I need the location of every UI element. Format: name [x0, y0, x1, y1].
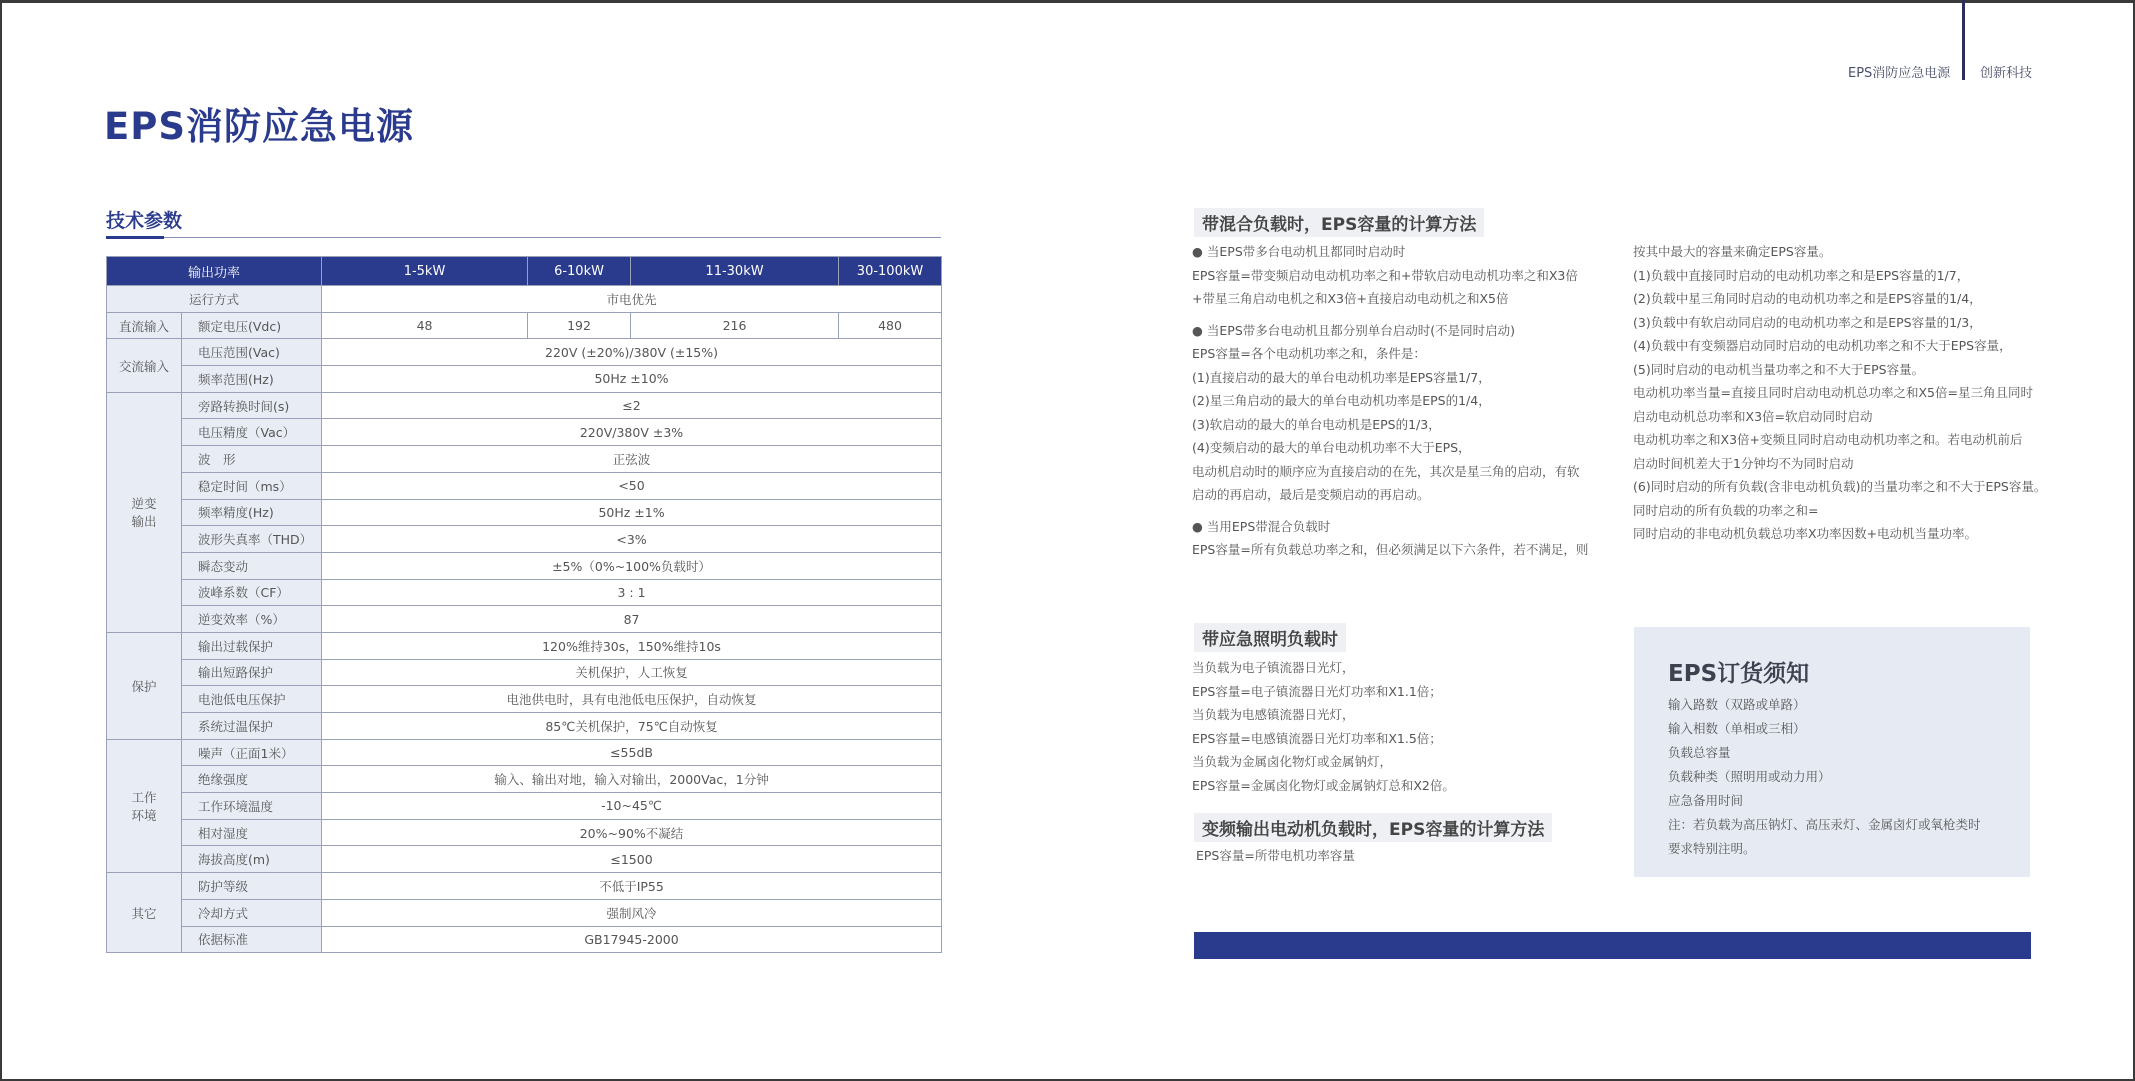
group-label-line: 工作 [131, 789, 157, 805]
group-label-line: 逆变 [131, 496, 157, 512]
table-row [107, 472, 942, 499]
row-value: 20%~90%不凝结 [322, 819, 942, 846]
table-row [107, 926, 942, 953]
list-item: 负载总容量 [1668, 745, 1731, 760]
table-row [107, 793, 942, 820]
row-value: 电池供电时，具有电池低电压保护，自动恢复 [322, 686, 942, 713]
text-line: EPS容量=电感镇流器日光灯功率和X1.5倍； [1192, 730, 1442, 746]
table-row [107, 419, 942, 446]
text-line: 启动的再启动，最后是变频启动的再启动。 [1192, 487, 1430, 502]
row-label: 电池低电压保护 [182, 686, 322, 713]
text-line: (6)同时启动的所有负载(含非电动机负载)的当量功率之和不大于EPS容量。 [1633, 479, 2047, 494]
table-row [107, 819, 942, 846]
lighting-load-text [1192, 656, 1455, 797]
text-line: EPS容量=带变频启动电动机功率之和+带软启动电动机功率之和X3倍 [1192, 267, 1578, 283]
row-value: -10~45℃ [322, 793, 942, 820]
row-value: 480 [839, 312, 942, 339]
text-line: EPS容量=各个电动机功率之和，条件是： [1192, 346, 1426, 361]
row-label: 波峰系数（CF） [182, 579, 322, 606]
row-value: 192 [528, 312, 631, 339]
spec-table [106, 256, 942, 953]
text-line: 启动时间机差大于1分钟均不为同时启动 [1633, 455, 1854, 471]
list-item: 负载种类（照明用或动力用） [1668, 769, 1831, 784]
order-notice-list [1668, 693, 1981, 861]
group-label-line: 输出 [131, 514, 157, 530]
table-row [107, 366, 942, 393]
row-value: 关机保护，人工恢复 [322, 659, 942, 686]
row-label: 电压精度（Vac） [182, 419, 322, 446]
text-line: 启动电动机总功率和X3倍=软启动同时启动 [1633, 408, 1873, 424]
row-value: 87 [322, 606, 942, 633]
list-item: 输入相数（单相或三相） [1668, 721, 1806, 736]
table-row [107, 579, 942, 606]
decorative-bottom-bar [1194, 932, 2031, 959]
text-line: EPS容量=电子镇流器日光灯功率和X1.1倍； [1192, 683, 1442, 699]
group-label: 直流输入 [107, 312, 182, 339]
row-label: 波 形 [182, 446, 322, 473]
text-line: +带星三角启动电机之和X3倍+直接启动电动机之和X5倍 [1192, 291, 1509, 306]
table-row [107, 632, 942, 659]
vfd-load-title: 变频输出电动机负载时，EPS容量的计算方法 [1194, 813, 1552, 842]
table-row [107, 286, 942, 313]
text-line: 同时启动的所有负载的功率之和= [1633, 502, 1819, 518]
list-item: 要求特别注明。 [1668, 841, 1756, 856]
row-label: 输出短路保护 [182, 659, 322, 686]
table-row [107, 686, 942, 713]
row-value: 50Hz ±10% [322, 366, 942, 393]
table-row [107, 312, 942, 339]
text-line: 当负载为金属卤化物灯或金属钠灯， [1192, 754, 1393, 769]
mixed-load-title: 带混合负载时，EPS容量的计算方法 [1194, 208, 1484, 237]
table-row [107, 873, 942, 900]
list-item: 应急备用时间 [1668, 793, 1744, 808]
row-label: 频率精度(Hz) [182, 499, 322, 526]
row-value: <3% [322, 526, 942, 553]
table-header-row [107, 257, 942, 286]
order-notice-box [1634, 627, 2030, 877]
row-value: 正弦波 [322, 446, 942, 473]
row-label: 噪声（正面1米） [182, 739, 322, 766]
text-line: (1)直接启动的最大的单台电动机功率是EPS容量1/7， [1192, 369, 1491, 385]
section-rule [106, 237, 941, 238]
order-notice-title: EPS订货须知 [1668, 661, 1810, 687]
text-line: ● 当用EPS带混合负载时 [1192, 518, 1331, 534]
row-value: 输入、输出对地，输入对输出，2000Vac，1分钟 [322, 766, 942, 793]
text-line: 电动机功率之和X3倍+变频且同时启动电动机功率之和。若电动机前后 [1633, 432, 2023, 447]
group-label: 保护 [107, 632, 182, 739]
text-line: 同时启动的非电动机负载总功率X功率因数+电动机当量功率。 [1633, 526, 1978, 541]
table-row [107, 659, 942, 686]
row-label: 工作环境温度 [182, 793, 322, 820]
mixed-load-left-text [1192, 240, 1588, 562]
row-label: 防护等级 [182, 873, 322, 900]
section-rule-accent [106, 236, 164, 239]
list-item: 输入路数（双路或单路） [1668, 697, 1806, 712]
row-label: 绝缘强度 [182, 766, 322, 793]
row-label: 系统过温保护 [182, 713, 322, 740]
row-value: ≤2 [322, 392, 942, 419]
row-value: 220V (±20%)/380V (±15%) [322, 339, 942, 366]
group-label: 其它 [107, 873, 182, 953]
row-label: 旁路转换时间(s) [182, 392, 322, 419]
lighting-load-title: 带应急照明负载时 [1194, 623, 1346, 652]
table-row [107, 339, 942, 366]
header-col-4: 30-100kW [839, 257, 942, 286]
table-row [107, 739, 942, 766]
row-label: 电压范围(Vac) [182, 339, 322, 366]
text-line: 当负载为电感镇流器日光灯， [1192, 707, 1355, 722]
row-value: 216 [631, 312, 839, 339]
row-label: 额定电压(Vdc) [182, 312, 322, 339]
header-output-power: 输出功率 [107, 257, 322, 286]
spec-section-title: 技术参数 [106, 210, 183, 232]
row-label: 频率范围(Hz) [182, 366, 322, 393]
row-value: ≤1500 [322, 846, 942, 873]
text-line: (5)同时启动的电动机当量功率之和不大于EPS容量。 [1633, 361, 1925, 377]
group-label [107, 392, 182, 632]
row-label: 输出过载保护 [182, 632, 322, 659]
table-row [107, 766, 942, 793]
header-col-1: 1-5kW [322, 257, 528, 286]
text-line: ● 当EPS带多台电动机且都分别单台启动时(不是同时启动) [1192, 322, 1516, 338]
text-line: 电动机功率当量=直接且同时启动电动机总功率之和X5倍=星三角且同时 [1633, 385, 2033, 400]
text-line: EPS容量=所有负载总功率之和，但必须满足以下六条件，若不满足，则 [1192, 542, 1589, 557]
row-value: 120%维持30s，150%维持10s [322, 632, 942, 659]
group-label-line: 环境 [131, 807, 157, 823]
group-label [107, 739, 182, 872]
table-row [107, 526, 942, 553]
row-value: <50 [322, 472, 942, 499]
row-value: 强制风冷 [322, 899, 942, 926]
table-row [107, 446, 942, 473]
text-line: (2)星三角启动的最大的单台电动机功率是EPS的1/4， [1192, 393, 1491, 408]
header-company-label: 创新科技 [1980, 66, 2033, 81]
row-value: 3 : 1 [322, 579, 942, 606]
row-label: 逆变效率（%） [182, 606, 322, 633]
row-label: 运行方式 [107, 286, 322, 313]
header-col-2: 6-10kW [528, 257, 631, 286]
row-value: 不低于IP55 [322, 873, 942, 900]
group-label: 交流输入 [107, 339, 182, 392]
table-row [107, 713, 942, 740]
text-line: 当负载为电子镇流器日光灯， [1192, 660, 1355, 675]
row-value: 50Hz ±1% [322, 499, 942, 526]
vfd-load-text: EPS容量=所带电机功率容量 [1196, 848, 1355, 863]
row-value: 市电优先 [322, 286, 942, 313]
row-label: 依据标准 [182, 926, 322, 953]
table-row [107, 392, 942, 419]
brand-title: EPS消防应急电源 [104, 105, 415, 148]
mixed-load-right-text [1633, 240, 2046, 546]
row-value: ±5%（0%~100%负载时） [322, 552, 942, 579]
text-line: (4)负载中有变频器启动同时启动的电动机功率之和不大于EPS容量， [1633, 338, 2012, 353]
list-item: 注：若负载为高压钠灯、高压汞灯、金属卤灯或氧枪类时 [1668, 817, 1981, 832]
row-value: GB17945-2000 [322, 926, 942, 953]
row-label: 相对湿度 [182, 819, 322, 846]
header-col-3: 11-30kW [631, 257, 839, 286]
row-label: 冷却方式 [182, 899, 322, 926]
row-label: 海拔高度(m) [182, 846, 322, 873]
text-line: EPS容量=金属卤化物灯或金属钠灯总和X2倍。 [1192, 777, 1455, 793]
table-row [107, 606, 942, 633]
table-row [107, 899, 942, 926]
text-line: 按其中最大的容量来确定EPS容量。 [1633, 244, 1832, 259]
text-line: (3)负载中有软启动同启动的电动机功率之和是EPS容量的1/3， [1633, 314, 1982, 330]
text-line: (1)负载中直接同时启动的电动机功率之和是EPS容量的1/7， [1633, 267, 1970, 283]
text-line: (2)负载中星三角同时启动的电动机功率之和是EPS容量的1/4， [1633, 291, 1982, 306]
table-row [107, 846, 942, 873]
row-value: 48 [322, 312, 528, 339]
row-label: 波形失真率（THD） [182, 526, 322, 553]
row-label: 瞬态变动 [182, 552, 322, 579]
table-row [107, 499, 942, 526]
row-value: 220V/380V ±3% [322, 419, 942, 446]
row-value: 85℃关机保护，75℃自动恢复 [322, 713, 942, 740]
text-line: (3)软启动的最大的单台电动机是EPS的1/3， [1192, 416, 1441, 432]
row-value: ≤55dB [322, 739, 942, 766]
row-label: 稳定时间（ms） [182, 472, 322, 499]
table-row [107, 552, 942, 579]
header-product-label: EPS消防应急电源 [1848, 66, 1951, 81]
text-line: (4)变频启动的最大的单台电动机功率不大于EPS， [1192, 440, 1471, 455]
text-line: 电动机启动时的顺序应为直接启动的在先，其次是星三角的启动，有软 [1192, 463, 1580, 479]
text-line: ● 当EPS带多台电动机且都同时启动时 [1192, 244, 1406, 259]
header-divider [1962, 0, 1965, 80]
